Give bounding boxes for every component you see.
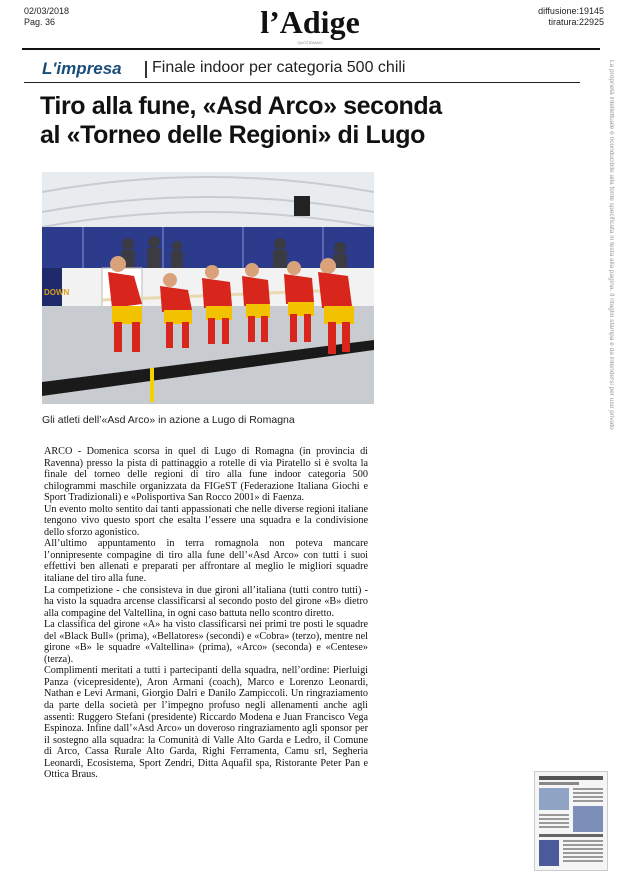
article-paragraph: Complimenti meritati a tutti i partecipanti della squadra, nell’ordine: Pierluigi Panza (vicepresidente), Aron Armani (coach), Marco e Lorenzo Leonardi, Nathan e Levi Armani, Giorgio Dalri e Danilo Zampiccoli. Un ringraziamento da parte della società per l’impegno profuso negli allenamenti anche agli assenti: Ruggero Stefani (presidente) Riccardo Modena e Juan Francisco Vega Espinoza. Infine dall’«Asd Arco» un doveroso ringraziamento agli sponsor per il sostegno alla squadra: la Comunità di Valle Alto Garda e Ledro, il Comune di Arco, Cassa Rurale Alto Garda, Righi Ferramenta, Camu srl, Segheria Leonardi, Ecosistema, Sport Zendri, Ditta Aquafil spa, Ristorante Peter Pan e Ottica Braus. [44,665,368,781]
article-paragraph: ARCO - Domenica scorsa in quel di Lugo di Romagna (in provincia di Ravenna) presso la pista di pattinaggio a rotelle di via Piratello si è svolta la finale del torneo delle regioni di tiro alla fune indoor categoria 500 chilogrammi maschile organizzata da FIGeST (Federazione Italiana Giochi e Sport Tradizionali) e «Polisportiva San Rocco 2001» di Faenza. [44,446,368,504]
article-headline [40,92,580,150]
side-note-text: La proprietà intellettuale è riconducibile alla fonte specificata in testa alla pagina. Il ritaglio stampa è da intendersi per uso privato [608,60,615,430]
section-topic: Finale indoor per categoria 500 chili [152,59,406,76]
headline-line-2: al «Torneo delle Regioni» di Lugo [40,121,425,149]
section-divider [145,61,147,78]
banner-text: DOWN [44,288,70,297]
newspaper-logo: l’Adige [260,4,360,40]
article-photo [42,172,374,404]
section-header [24,58,580,83]
print-run-count: tiratura:22925 [548,17,604,27]
article-paragraph: All’ultimo appuntamento in terra romagnola non poteva mancare l’onnipresente compagine di tiro alla fune dell’«Asd Arco» con tutti i suoi effettivi ben allenati e preparati per affrontare al meglio le migliori squadre italiane del tiro alla fune. [44,538,368,585]
header-rule [22,48,600,50]
article-paragraph: La classifica del girone «A» ha visto classificarsi nei primi tre posti le squadre del «Black Bull» (prima), «Bellatores» (secondi) e «Cobra» (terzo), mentre nel girone «B» le squadre «Valtellina» (prima), «Arco» (seconda) e «Centese» (terza). [44,619,368,665]
section-brand: L'impresa [42,59,122,78]
article-body [44,446,368,781]
photo-caption: Gli atleti dell’«Asd Arco» in azione a Lugo di Romagna [42,414,295,426]
article-paragraph: La competizione - che consisteva in due gironi all’italiana (tutti contro tutti) - ha visto la squadra arcense classificarsi al secondo posto del girone «B» dietro alla compagine del Valtellina, in ogni caso battuta nello scontro diretto. [44,584,368,619]
print-date: 02/03/2018 [24,6,70,16]
diffusion-count: diffusione:19145 [538,6,604,16]
circulation-info [538,6,604,28]
article-paragraph: Un evento molto sentito dai tanti appassionati che nelle diverse regioni italiane tengono vivo questo sport che esalta l’essere una squadra e la condivisione dello sforzo agonistico. [44,503,368,538]
tug-of-war-photo [42,172,374,404]
copyright-side-note [604,60,618,840]
logo-subtitle: QUOTIDIANO [297,40,323,45]
headline-line-1: Tiro alla fune, «Asd Arco» seconda [40,92,442,120]
page-number: Pag. 36 [24,17,56,27]
page-thumbnail-graphic [535,772,607,870]
page-thumbnail [534,771,608,871]
